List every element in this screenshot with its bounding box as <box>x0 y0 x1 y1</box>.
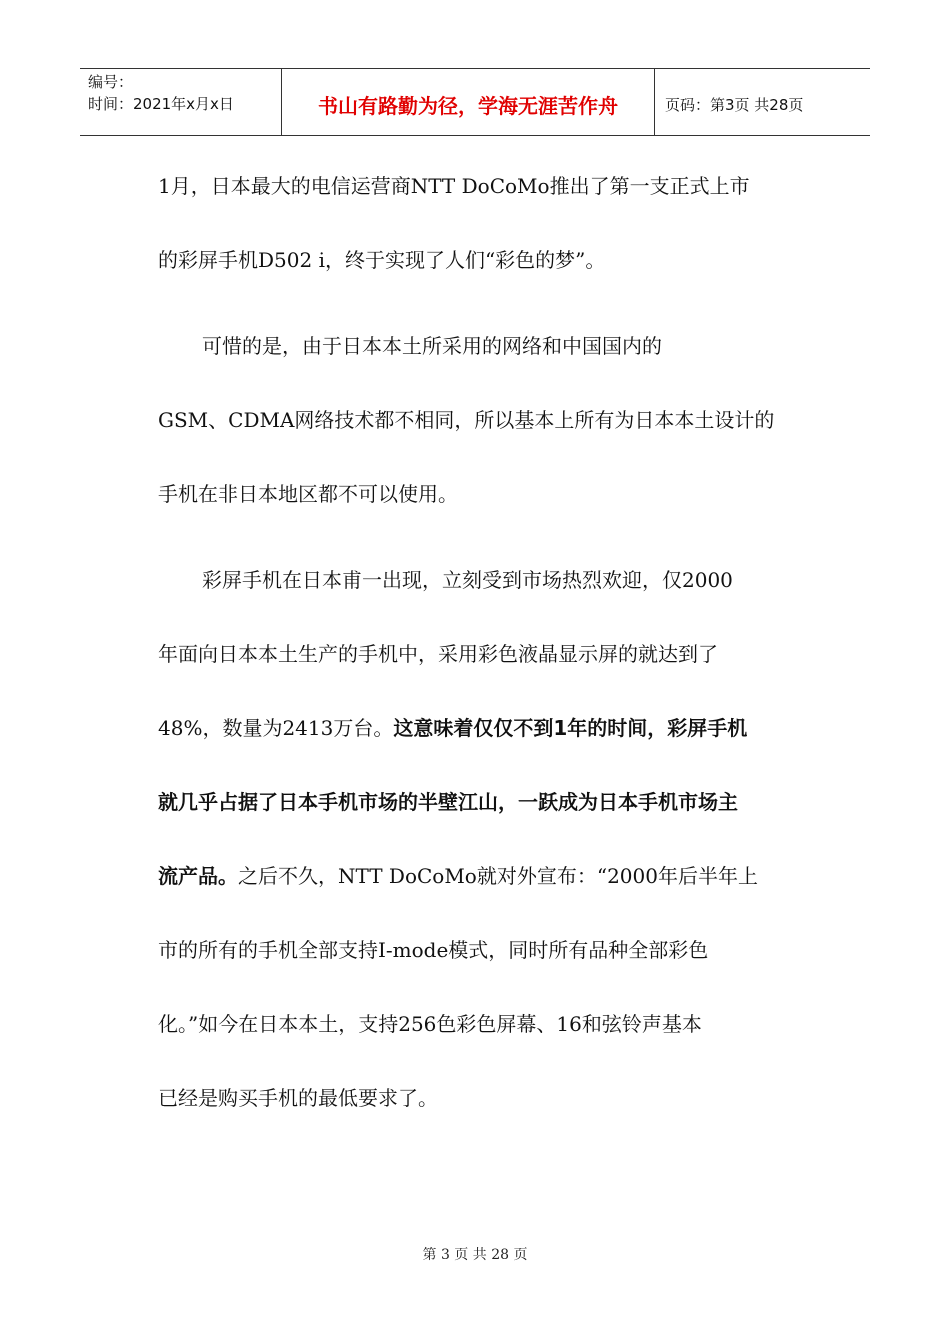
text-line: GSM、CDMA网络技术都不相同，所以基本上所有为日本本土设计的 <box>158 408 775 432</box>
text-line: 可惜的是，由于日本本土所采用的网络和中国国内的 <box>202 334 662 358</box>
page-footer: 第 3 页 共 28 页 <box>422 1247 528 1263</box>
text-normal: 之后不久，NTT DoCoMo就对外宣布：“2000年后半年上 <box>238 864 758 888</box>
text-line: 1月，日本最大的电信运营商NTT DoCoMo推出了第一支正式上市 <box>158 174 750 198</box>
paragraph-2 <box>158 318 818 540</box>
text-line <box>158 700 818 774</box>
header-meta <box>80 69 282 135</box>
header-page-info-cell <box>655 69 870 135</box>
header-motto: 书山有路勤为径，学海无涯苦作舟 <box>318 93 618 118</box>
page-header <box>80 68 870 136</box>
document-number: 编号： <box>88 73 134 91</box>
text-line: 彩屏手机在日本甫一出现，立刻受到市场热烈欢迎，仅2000 <box>202 568 733 592</box>
text-bold: 流产品。 <box>158 864 238 888</box>
text-line: 已经是购买手机的最低要求了。 <box>158 1086 438 1110</box>
paragraph-3 <box>158 552 818 1144</box>
header-page-info: 页码：第3页 共28页 <box>665 95 804 114</box>
text-line: 的彩屏手机D502 i，终于实现了人们“彩色的梦”。 <box>158 248 606 272</box>
paragraph-1 <box>158 158 818 306</box>
document-body <box>158 158 818 1144</box>
text-line: 年面向日本本土生产的手机中，采用彩色液晶显示屏的就达到了 <box>158 642 718 666</box>
text-line: 手机在非日本地区都不可以使用。 <box>158 482 458 506</box>
text-bold: 这意味着仅仅不到1年的时间，彩屏手机 <box>393 716 748 740</box>
text-line: 市的所有的手机全部支持I-mode模式，同时所有品种全部彩色 <box>158 938 709 962</box>
header-motto-cell <box>282 69 655 135</box>
text-normal: 48%，数量为2413万台。 <box>158 716 394 740</box>
document-date: 时间：2021年x月x日 <box>88 95 234 113</box>
text-line-bold: 就几乎占据了日本手机市场的半壁江山，一跃成为日本手机市场主 <box>158 790 738 814</box>
text-line: 化。”如今在日本本土，支持256色彩色屏幕、16和弦铃声基本 <box>158 1012 702 1036</box>
text-line <box>158 848 818 922</box>
